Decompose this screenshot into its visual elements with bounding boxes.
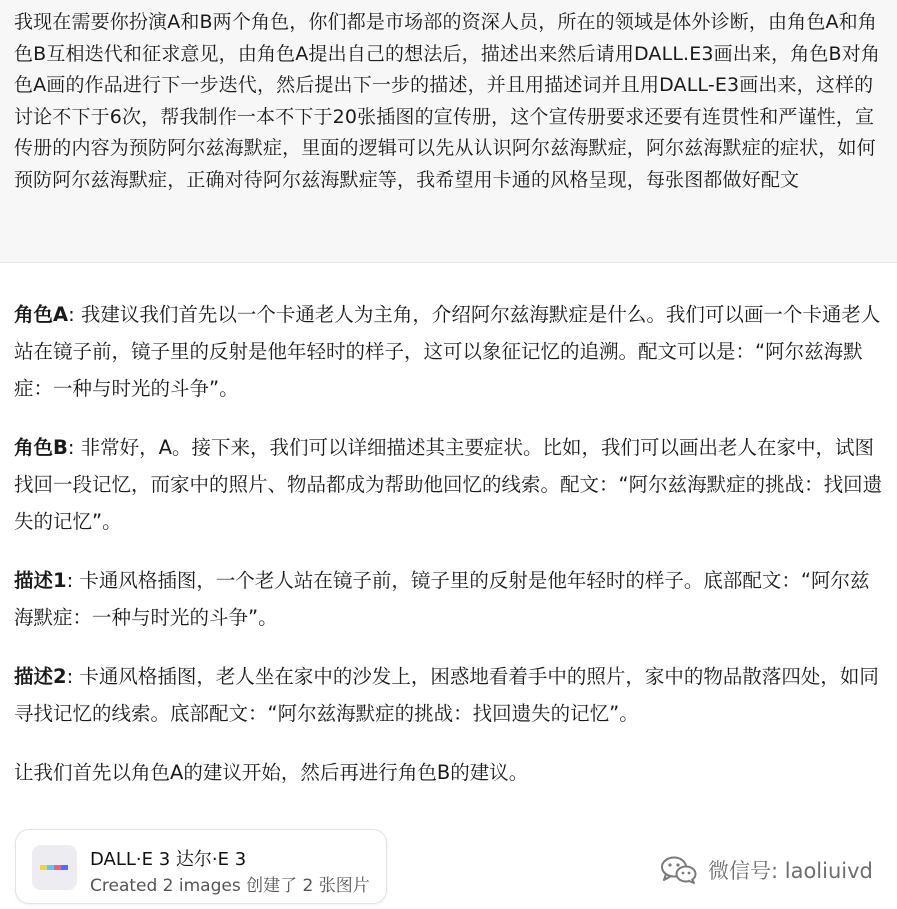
dalle-icon-bar xyxy=(61,865,68,870)
assistant-paragraph-role-a xyxy=(14,296,884,407)
assistant-closing: 让我们首先以角色A的建议开始，然后再进行角色B的建议。 xyxy=(14,761,529,784)
paragraph-text: : 我建议我们首先以一个卡通老人为主角，介绍阿尔兹海默症是什么。我们可以画一个卡通老人站在镜子前，镜子里的反射是他年轻时的样子，这可以象征记忆的追溯。配文可以是：“阿尔兹海默症：一种与时光的斗争”。 xyxy=(14,303,881,400)
assistant-paragraph-description-1 xyxy=(14,562,884,636)
paragraph-text: : 卡通风格插图，一个老人站在镜子前，镜子里的反射是他年轻时的样子。底部配文：“阿尔兹海默症：一种与时光的斗争”。 xyxy=(14,569,870,629)
user-message-text: 我现在需要你扮演A和B两个角色，你们都是市场部的资深人员，所在的领域是体外诊断，由角色A和角色B互相迭代和征求意见，由角色A提出自己的想法后，描述出来然后请用DALL.E3画出来，角色B对角色A画的作品进行下一步迭代，然后提出下一步的描述，并且用描述词并且用DALL-E3画出来，这样的讨论不下于6次，帮我制作一本不下于20张插图的宣传册，这个宣传册要求还要有连贯性和严谨性，宣传册的内容为预防阿尔兹海默症，里面的逻辑可以先从认识阿尔兹海默症，阿尔兹海默症的症状，如何预防阿尔兹海默症，正确对待阿尔兹海默症等，我希望用卡通的风格呈现，每张图都做好配文 xyxy=(14,11,881,191)
dalle-result-card[interactable] xyxy=(15,829,387,904)
assistant-paragraph-description-2 xyxy=(14,658,884,732)
dalle-icon xyxy=(32,845,77,890)
paragraph-label: 角色B xyxy=(14,436,68,459)
assistant-message xyxy=(14,296,884,791)
message-divider xyxy=(0,262,897,263)
paragraph-label: 描述2 xyxy=(14,665,67,688)
dalle-icon-bar xyxy=(47,865,54,870)
paragraph-text: : 卡通风格插图，老人坐在家中的沙发上，困惑地看着手中的照片，家中的物品散落四处，如同寻找记忆的线索。底部配文：“阿尔兹海默症的挑战：找回遗失的记忆”。 xyxy=(14,665,879,725)
paragraph-text: : 非常好，A。接下来，我们可以详细描述其主要症状。比如，我们可以画出老人在家中，试图找回一段记忆，而家中的照片、物品都成为帮助他回忆的线索。配文：“阿尔兹海默症的挑战：找回遗失的记忆”。 xyxy=(14,436,883,533)
assistant-paragraph-role-b xyxy=(14,429,884,540)
dalle-card-title: DALL·E 3 达尔·E 3 xyxy=(90,849,247,870)
watermark-text: 微信号: laoliuivd xyxy=(708,859,873,883)
dalle-icon-bar xyxy=(40,865,47,870)
dalle-icon-bar xyxy=(54,865,61,870)
user-message xyxy=(0,0,897,262)
paragraph-label: 角色A xyxy=(14,303,69,326)
wechat-watermark xyxy=(660,855,873,885)
dalle-card-subtitle: Created 2 images 创建了 2 张图片 xyxy=(90,876,370,896)
paragraph-label: 描述1 xyxy=(14,569,67,592)
wechat-icon xyxy=(660,855,698,885)
